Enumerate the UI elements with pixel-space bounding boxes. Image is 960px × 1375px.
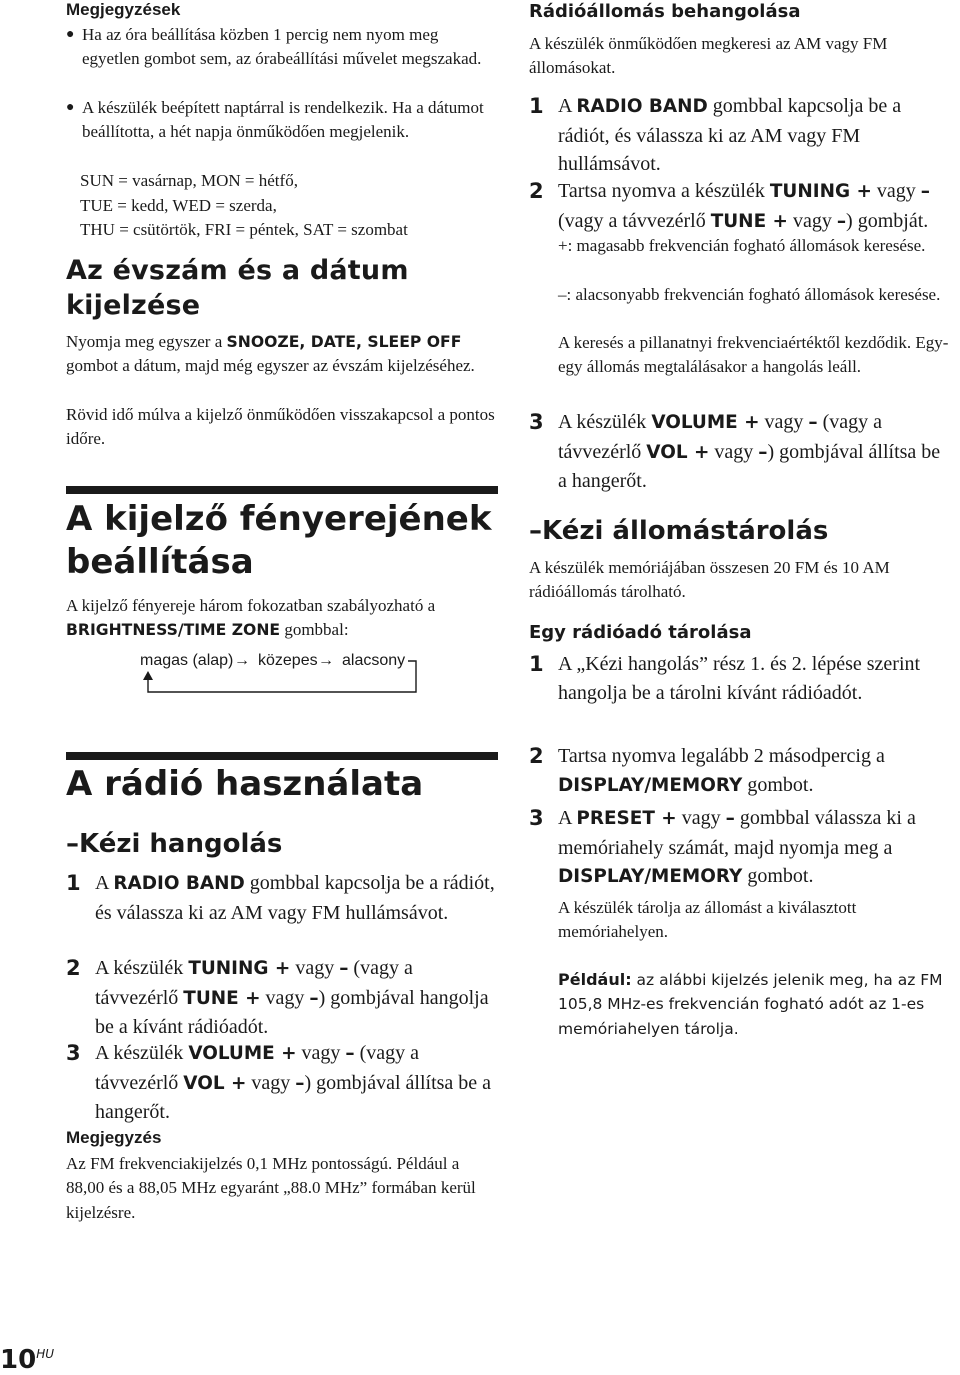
store-step-2: 2 Tartsa nyomva legalább 2 másodpercig a DISPLAY/MEMORY gombot. <box>529 744 885 796</box>
auto-tuning-step-3: 3 A készülék VOLUME + vagy – (vagy a távvezérlő VOL + vagy –) gombjával állítsa be a hangerőt. <box>529 410 941 492</box>
page-number: $10^{HU}$ <box>0 1345 54 1375</box>
store-station-subheading: Egy rádióadó tárolása <box>529 622 752 643</box>
cycle-return-arrow-icon <box>140 652 422 698</box>
manual-tuning-step-1: 1 A RADIO BAND gombbal kapcsolja be a rádiót, és válassza ki az AM vagy FM hullámsávot. <box>66 871 495 924</box>
auto-tuning-intro: A készülék önműködően megkeresi az AM vagy FM állomásokat. <box>529 34 888 78</box>
date-section-title: Az évszám és a dátum kijelzése <box>66 255 409 321</box>
manual-storage-title: –Kézi állomástárolás <box>529 516 829 546</box>
arrow-right-icon: → <box>318 652 334 669</box>
brightness-paragraph: A kijelző fényereje három fokozatban szabályozható a BRIGHTNESS/TIME ZONE gombbal: <box>66 596 436 640</box>
auto-tuning-step-1: 1 A RADIO BAND gombbal kapcsolja be a rádiót, és válassza ki az AM vagy FM hullámsávot. <box>529 94 902 175</box>
store-step-3: 3 A PRESET + vagy – gombbal válassza ki a memóriahely számát, majd nyomja meg a DISPLAY/MEMORY gombot. <box>529 806 916 887</box>
brightness-cycle-diagram <box>140 652 420 698</box>
brightness-level-high: magas (alap) <box>140 652 234 669</box>
manual-tuning-step-2: 2 A készülék TUNING + vagy – (vagy a távvezérlő TUNE + vagy –) gombjával hangolja be a kívánt rádióadót. <box>66 956 489 1038</box>
arrow-right-icon: → <box>234 652 250 669</box>
bullet-icon: ● <box>66 100 75 115</box>
brightness-level-medium: közepes <box>258 652 318 669</box>
brightness-level-low: alacsony <box>342 652 406 669</box>
radio-title: A rádió használata <box>66 764 424 804</box>
radio-note-heading: Megjegyzés <box>66 1128 162 1147</box>
section-rule <box>66 486 498 494</box>
day-legend-1: SUN = vasárnap, MON = hétfő, <box>80 171 298 190</box>
bullet-icon: ● <box>66 27 75 42</box>
store-step-1: 1 A „Kézi hangolás” rész 1. és 2. lépése szerint hangolja be a tárolni kívánt rádióadót. <box>529 652 921 704</box>
store-example: Például: az alábbi kijelzés jelenik meg, ha az FM 105,8 MHz-es frekvencián fogható adót az 1-es memóriahelyen tárolja. <box>558 970 943 1038</box>
manual-storage-intro: A készülék memóriájában összesen 20 FM és 10 AM rádióállomás tárolható. <box>529 558 890 602</box>
auto-tuning-sub-info: A keresés a pillanatnyi frekvenciaértéktől kezdődik. Egy-egy állomás megtalálásakor a hangolás leáll. <box>558 333 949 377</box>
note-bullet-1: ● Ha az óra beállítása közben 1 percig nem nyom meg egyetlen gombot sem, az órabeállítási művelet megszakad. <box>66 25 482 69</box>
auto-tuning-heading: Rádióállomás behangolása <box>529 1 801 22</box>
auto-tuning-step-2: 2 Tartsa nyomva a készülék TUNING + vagy – (vagy a távvezérlő TUNE + vagy –) gombját. <box>529 179 930 232</box>
section-rule <box>66 752 498 760</box>
note-bullet-2: ● A készülék beépített naptárral is rendelkezik. Ha a dátumot beállította, a hét napja önműködően megjelenik. <box>66 98 484 142</box>
date-section-paragraph-2: Rövid idő múlva a kijelző önműködően visszakapcsol a pontos időre. <box>66 405 495 449</box>
auto-tuning-sub-minus: –: alacsonyabb frekvencián fogható állomások keresése. <box>558 285 941 304</box>
auto-tuning-sub-plus: +: magasabb frekvencián fogható állomások keresése. <box>558 236 926 255</box>
brightness-title: A kijelző fényerejének beállítása <box>66 499 492 582</box>
manual-tuning-subtitle: –Kézi hangolás <box>66 829 283 859</box>
store-step-3-note: A készülék tárolja az állomást a kiválasztott memóriahelyen. <box>558 898 857 942</box>
date-section-paragraph-1: Nyomja meg egyszer a SNOOZE, DATE, SLEEP OFF gombot a dátum, majd még egyszer az évszám kijelzéséhez. <box>66 332 475 376</box>
notes-heading: Megjegyzések <box>66 0 181 19</box>
day-legend-3: THU = csütörtök, FRI = péntek, SAT = szombat <box>80 220 408 239</box>
day-legend-2: TUE = kedd, WED = szerda, <box>80 196 277 215</box>
manual-tuning-step-3: 3 A készülék VOLUME + vagy – (vagy a távvezérlő VOL + vagy –) gombjával állítsa be a hangerőt. <box>66 1041 492 1123</box>
radio-note-text: Az FM frekvenciakijelzés 0,1 MHz pontosságú. Például a 88,00 és a 88,05 MHz egyaránt „88.0 MHz” formában kerül kijelzésre. <box>66 1154 476 1222</box>
